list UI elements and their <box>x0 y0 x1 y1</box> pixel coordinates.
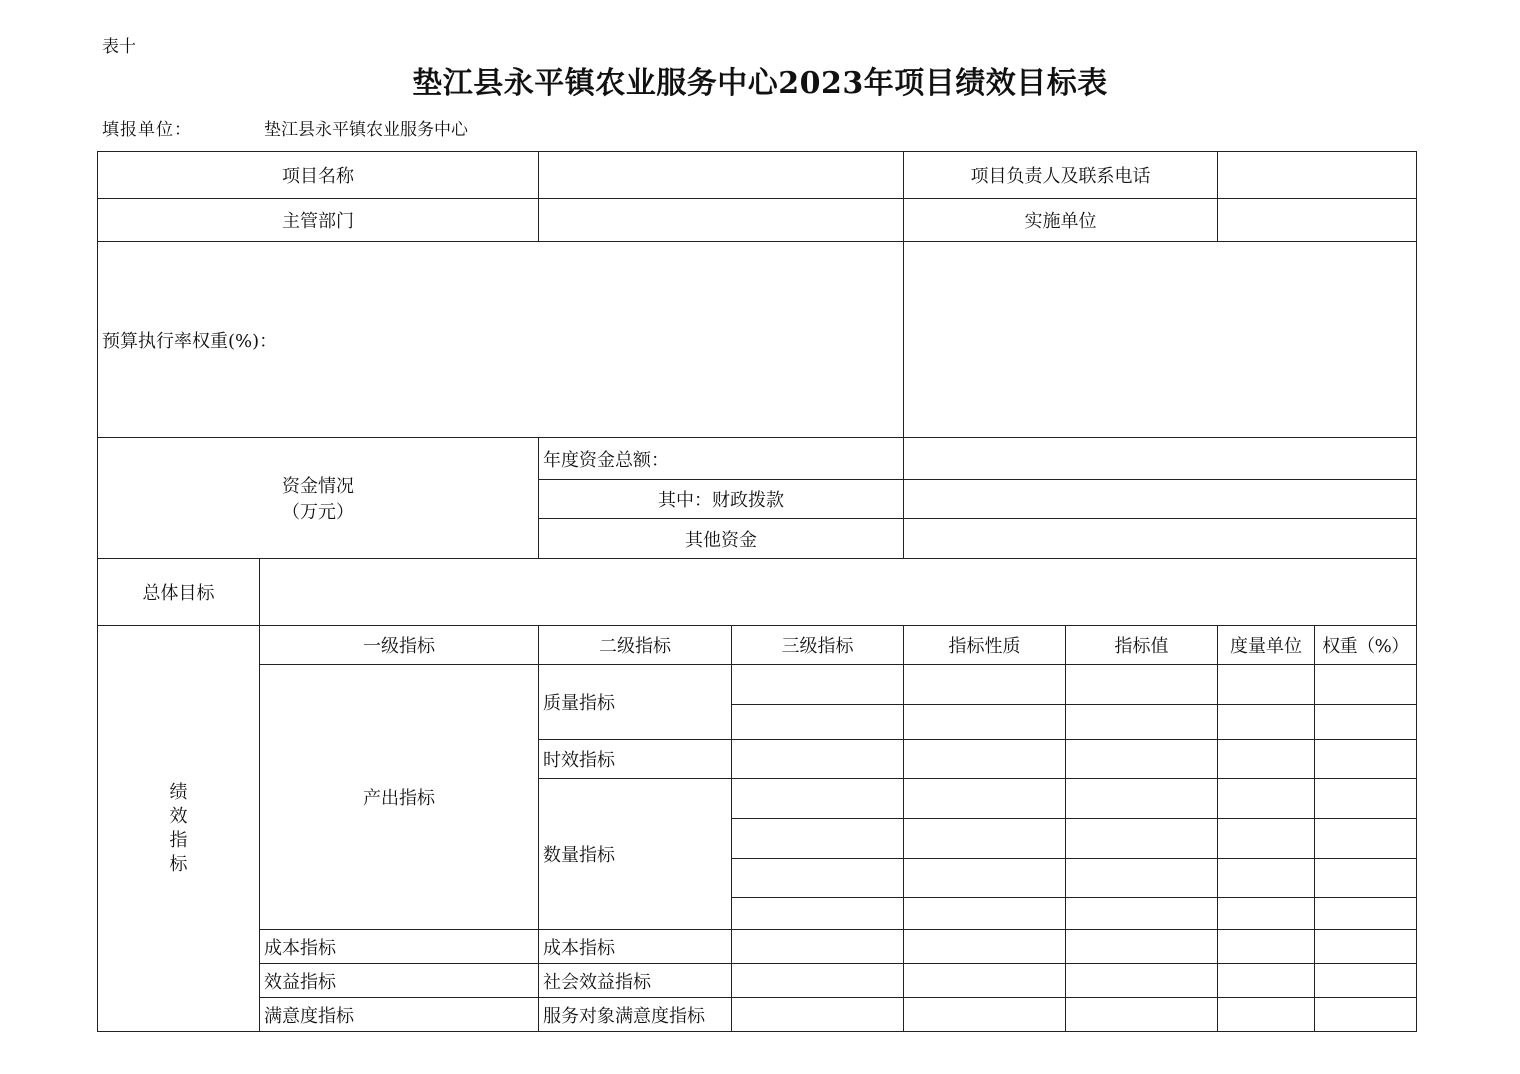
cost-indicator-l1: 成本指标 <box>260 930 539 964</box>
indicator-cell[interactable] <box>1066 998 1218 1032</box>
dept-label: 主管部门 <box>98 199 539 242</box>
indicator-cell[interactable] <box>904 964 1066 998</box>
indicator-cell[interactable] <box>1315 740 1417 779</box>
performance-indicators-label <box>98 626 260 1032</box>
indicator-cell[interactable] <box>1315 779 1417 819</box>
indicator-cell[interactable] <box>1315 819 1417 859</box>
indicator-cell[interactable] <box>1066 930 1218 964</box>
performance-target-table <box>97 151 1417 1032</box>
dept-cell[interactable] <box>539 199 904 242</box>
other-funds-label: 其他资金 <box>539 519 904 559</box>
contact-label: 项目负责人及联系电话 <box>904 152 1218 199</box>
indicator-cell[interactable] <box>1066 740 1218 779</box>
project-name-label: 项目名称 <box>98 152 539 199</box>
project-name-cell[interactable] <box>539 152 904 199</box>
indicator-cell[interactable] <box>1066 964 1218 998</box>
indicator-cell[interactable] <box>732 998 904 1032</box>
satisfaction-indicator-l1: 满意度指标 <box>260 998 539 1032</box>
header-level2: 二级指标 <box>539 626 732 665</box>
indicator-cell[interactable] <box>732 819 904 859</box>
budget-weight-cell[interactable] <box>904 242 1417 438</box>
contact-cell[interactable] <box>1218 152 1417 199</box>
indicator-cell[interactable] <box>904 859 1066 898</box>
other-funds-cell[interactable] <box>904 519 1417 559</box>
indicator-cell[interactable] <box>1218 898 1315 930</box>
table-number: 表十 <box>102 37 136 57</box>
indicator-cell[interactable] <box>732 859 904 898</box>
indicator-cell[interactable] <box>732 898 904 930</box>
indicator-cell[interactable] <box>904 779 1066 819</box>
indicator-cell[interactable] <box>1218 705 1315 740</box>
indicator-cell[interactable] <box>1218 964 1315 998</box>
header-weight: 权重（%） <box>1315 626 1417 665</box>
indicator-cell[interactable] <box>904 740 1066 779</box>
indicator-cell[interactable] <box>732 964 904 998</box>
indicator-cell[interactable] <box>732 705 904 740</box>
indicator-cell[interactable] <box>904 930 1066 964</box>
indicator-cell[interactable] <box>732 930 904 964</box>
fiscal-cell[interactable] <box>904 480 1417 519</box>
quantity-indicator-label: 数量指标 <box>539 779 732 930</box>
fiscal-label: 其中：财政拨款 <box>539 480 904 519</box>
funds-label <box>98 438 539 559</box>
cost-indicator-l2: 成本指标 <box>539 930 732 964</box>
indicator-cell[interactable] <box>1066 819 1218 859</box>
service-satisfaction-indicator-l2: 服务对象满意度指标 <box>539 998 732 1032</box>
indicator-cell[interactable] <box>1218 930 1315 964</box>
funds-label-line2: （万元） <box>282 502 354 523</box>
indicator-cell[interactable] <box>1218 665 1315 705</box>
annual-total-label: 年度资金总额： <box>539 438 904 480</box>
document-title: 垫江县永平镇农业服务中心2023年项目绩效目标表 <box>412 66 1108 101</box>
impl-unit-cell[interactable] <box>1218 199 1417 242</box>
benefit-indicator-l1: 效益指标 <box>260 964 539 998</box>
indicator-cell[interactable] <box>1315 705 1417 740</box>
filler-unit-value: 垫江县永平镇农业服务中心 <box>264 120 468 140</box>
indicator-cell[interactable] <box>1066 898 1218 930</box>
overall-goal-cell[interactable] <box>260 559 1417 626</box>
indicator-cell[interactable] <box>1315 998 1417 1032</box>
indicator-cell[interactable] <box>1066 665 1218 705</box>
indicator-cell[interactable] <box>732 665 904 705</box>
header-level3: 三级指标 <box>732 626 904 665</box>
indicator-cell[interactable] <box>1315 859 1417 898</box>
indicator-cell[interactable] <box>732 779 904 819</box>
indicator-cell[interactable] <box>904 998 1066 1032</box>
filler-unit-label: 填报单位： <box>102 120 192 140</box>
overall-goal-label: 总体目标 <box>98 559 260 626</box>
side-char-4: 标 <box>169 853 188 875</box>
social-benefit-indicator-l2: 社会效益指标 <box>539 964 732 998</box>
indicator-cell[interactable] <box>1066 779 1218 819</box>
header-unit: 度量单位 <box>1218 626 1315 665</box>
funds-label-line1: 资金情况 <box>282 476 354 497</box>
indicator-cell[interactable] <box>1218 859 1315 898</box>
budget-weight-label: 预算执行率权重(%)： <box>98 242 904 438</box>
indicator-cell[interactable] <box>1066 859 1218 898</box>
header-nature: 指标性质 <box>904 626 1066 665</box>
indicator-cell[interactable] <box>1315 665 1417 705</box>
header-level1: 一级指标 <box>260 626 539 665</box>
indicator-cell[interactable] <box>1218 740 1315 779</box>
indicator-cell[interactable] <box>1218 779 1315 819</box>
indicator-cell[interactable] <box>904 819 1066 859</box>
indicator-cell[interactable] <box>1066 705 1218 740</box>
indicator-cell[interactable] <box>1315 964 1417 998</box>
quality-indicator-label: 质量指标 <box>539 665 732 740</box>
indicator-cell[interactable] <box>1315 930 1417 964</box>
indicator-cell[interactable] <box>732 740 904 779</box>
indicator-cell[interactable] <box>1315 898 1417 930</box>
impl-unit-label: 实施单位 <box>904 199 1218 242</box>
indicator-cell[interactable] <box>1218 819 1315 859</box>
side-char-1: 绩 <box>169 781 188 803</box>
indicator-cell[interactable] <box>1218 998 1315 1032</box>
annual-total-cell[interactable] <box>904 438 1417 480</box>
output-indicator-label: 产出指标 <box>260 665 539 930</box>
side-char-2: 效 <box>169 805 188 827</box>
header-value: 指标值 <box>1066 626 1218 665</box>
indicator-cell[interactable] <box>904 705 1066 740</box>
indicator-cell[interactable] <box>904 665 1066 705</box>
side-char-3: 指 <box>169 829 188 851</box>
indicator-cell[interactable] <box>904 898 1066 930</box>
timeliness-indicator-label: 时效指标 <box>539 740 732 779</box>
